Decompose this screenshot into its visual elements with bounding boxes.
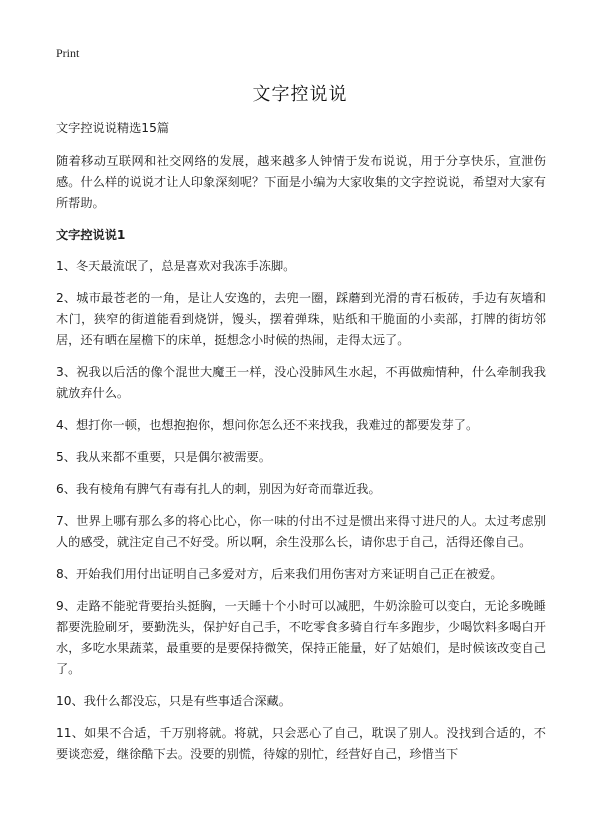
print-link[interactable]: Print: [56, 46, 80, 60]
list-item: 4、想打你一顿，也想抱抱你，想问你怎么还不来找我，我难过的都要发芽了。: [56, 418, 479, 432]
list-item: 2、城市最苍老的一角，是让人安逸的，去兜一圈，踩蘑到光滑的青石板砖，手边有灰墙和木门，狭窄的街道能看到烧饼，馒头，摆着弹珠，贴纸和干脆面的小卖部，打牌的街坊邻居，还有晒在屋檐下的床单，挺想念小时候的热闹，走得太远了。: [56, 291, 546, 347]
list-item: 7、世界上哪有那么多的将心比心，你一味的付出不过是惯出来得寸进尺的人。太过考虑别人的感受，就注定自己不好受。所以啊，余生没那么长，请你忠于自己，活得还像自己。: [56, 514, 546, 549]
document-subtitle: 文字控说说精选15篇: [56, 121, 170, 135]
document-body: [56, 118, 546, 776]
list-item: 11、如果不合适，千万别将就。将就，只会恶心了自己，耽误了别人。没找到合适的，不要谈恋爱，继徐酷下去。没要的别慌，待嫁的别忙，经营好自己，珍惜当下: [56, 726, 546, 761]
page-title: 文字控说说: [252, 84, 348, 105]
list-item: 8、开始我们用付出证明自己多爱对方，后来我们用伤害对方来证明自己正在被爱。: [56, 567, 503, 581]
list-item: 5、我从来都不重要，只是偶尔被需要。: [56, 450, 271, 464]
intro-paragraph: 随着移动互联网和社交网络的发展，越来越多人钟情于发布说说，用于分享快乐，宣泄伤感。什么样的说说才让人印象深刻呢？下面是小编为大家收集的文字控说说，希望对大家有所帮助。: [56, 154, 546, 210]
section-heading: 文字控说说1: [56, 228, 126, 242]
list-item: 3、祝我以后活的像个混世大魔王一样，没心没肺风生水起，不再做痴情种，什么牵制我我就放弃什么。: [56, 365, 546, 400]
list-item: 6、我有棱角有脾气有毒有扎人的刺，别因为好奇而靠近我。: [56, 482, 381, 496]
list-item: 9、走路不能驼背要抬头挺胸，一天睡十个小时可以减肥，牛奶涂脸可以变白，无论多晚睡都要洗脸刷牙，要勤洗头，保护好自己手，不吃零食多骑自行车多跑步，少喝饮料多喝白开水，多吃水果蔬菜，最重要的是要保持微笑，保持正能量，好了姑娘们，是时候该改变自己了。: [56, 599, 546, 676]
list-item: 10、我什么都没忘，只是有些事适合深藏。: [56, 694, 291, 708]
list-item: 1、冬天最流氓了，总是喜欢对我冻手冻脚。: [56, 259, 296, 273]
